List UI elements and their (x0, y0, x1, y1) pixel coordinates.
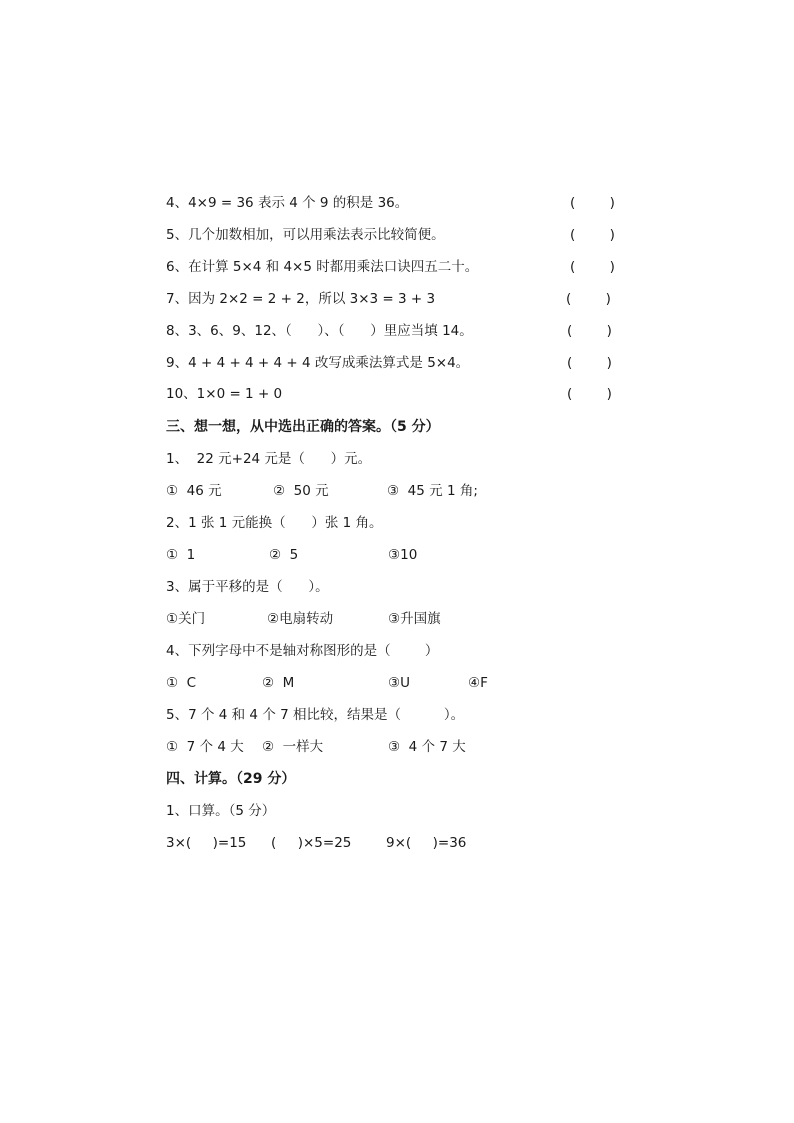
judge-item-5 (166, 223, 626, 247)
judge-item-6 (166, 255, 626, 279)
option: ③ 45 元 1 角; (387, 483, 478, 499)
choice-options-5 (166, 735, 586, 759)
choice-question-5: 5、7 个 4 和 4 个 7 相比较，结果是（ ）。 (166, 707, 465, 723)
answer-paren: ( ) (567, 323, 612, 339)
calc-item: ( )×5=25 (271, 835, 352, 851)
option: ③升国旗 (388, 611, 441, 627)
section3-title: 三、想一想，从中选出正确的答案。（5 分） (166, 419, 440, 435)
option: ③ 4 个 7 大 (388, 739, 466, 755)
option: ② 50 元 (273, 483, 329, 499)
answer-paren: ( ) (570, 259, 615, 275)
option: ① 1 (166, 547, 196, 563)
option: ②电扇转动 (267, 611, 334, 627)
judge-item-7 (166, 287, 626, 311)
choice-options-3 (166, 607, 586, 631)
option: ③U (388, 675, 410, 691)
option: ① C (166, 675, 197, 691)
choice-options-1 (166, 479, 586, 503)
option: ② 一样大 (262, 739, 324, 755)
judge-item-text: 5、几个加数相加，可以用乘法表示比较简便。 (166, 227, 445, 243)
option: ①关门 (166, 611, 206, 627)
answer-paren: ( ) (567, 386, 612, 402)
option: ② 5 (269, 547, 299, 563)
judge-item-4 (166, 191, 626, 215)
section4-title: 四、计算。（29 分） (166, 771, 296, 787)
option: ④F (468, 675, 488, 691)
section4-sub1: 1、口算。（5 分） (166, 803, 276, 819)
choice-options-4 (166, 671, 586, 695)
judge-item-text: 8、3、6、9、12、（ ）、（ ）里应当填 14。 (166, 323, 473, 339)
judge-item-text: 9、4 + 4 + 4 + 4 + 4 改写成乘法算式是 5×4。 (166, 355, 470, 371)
option: ③10 (388, 547, 418, 563)
oral-calc-row (166, 831, 586, 855)
judge-item-text: 10、1×0 = 1 + 0 (166, 386, 283, 402)
answer-paren: ( ) (566, 291, 611, 307)
choice-question-3: 3、属于平移的是（ ）。 (166, 579, 329, 595)
judge-item-9 (166, 351, 626, 375)
judge-item-text: 4、4×9 = 36 表示 4 个 9 的积是 36。 (166, 195, 409, 211)
answer-paren: ( ) (570, 227, 615, 243)
choice-question-2: 2、1 张 1 元能换（ ）张 1 角。 (166, 515, 383, 531)
option: ② M (262, 675, 295, 691)
judge-item-text: 7、因为 2×2 = 2 + 2，所以 3×3 = 3 + 3 (166, 291, 436, 307)
answer-paren: ( ) (570, 195, 615, 211)
choice-options-2 (166, 543, 586, 567)
choice-question-1: 1、 22 元+24 元是（ ）元。 (166, 451, 372, 467)
judge-item-text: 6、在计算 5×4 和 4×5 时都用乘法口诀四五二十。 (166, 259, 479, 275)
judge-item-10 (166, 382, 626, 406)
judge-item-8 (166, 319, 626, 343)
calc-item: 3×( )=15 (166, 835, 247, 851)
calc-item: 9×( )=36 (386, 835, 467, 851)
choice-question-4: 4、下列字母中不是轴对称图形的是（ ） (166, 643, 439, 659)
answer-paren: ( ) (567, 355, 612, 371)
option: ① 46 元 (166, 483, 222, 499)
option: ① 7 个 4 大 (166, 739, 244, 755)
